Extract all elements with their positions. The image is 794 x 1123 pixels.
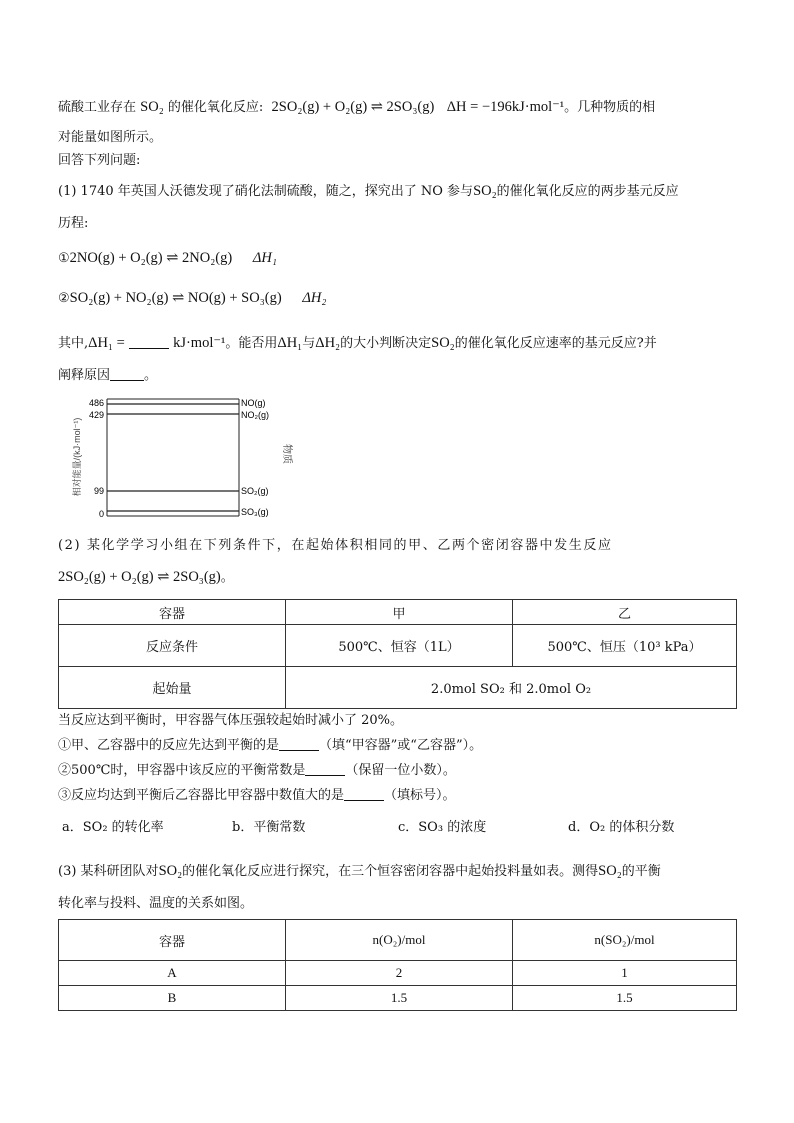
diagram-y-label: 相对能量/(kJ·mol⁻¹) [72, 417, 82, 497]
level-label: NO₂(g) [241, 410, 269, 420]
so2-formula: SO₂ [158, 863, 183, 879]
intro-text: 。几种物质的相 [564, 100, 656, 115]
reaction-2 [58, 288, 738, 309]
unit: kJ·mol⁻¹ [173, 335, 226, 351]
option-c: c．SO₃ 的浓度 [398, 820, 487, 835]
q2-text: ②500℃时，甲容器中该反应的平衡常数是 [58, 763, 306, 778]
q1-text: 与 [302, 336, 316, 351]
intro-line-3: 回答下列问题: [58, 153, 141, 168]
q1-text: 的催化氧化反应速率的基元反应?并 [454, 336, 657, 351]
answer-blank-s1[interactable] [279, 736, 319, 751]
table-row [59, 600, 737, 625]
q3-line-2: 转化率与投料、温度的关系如图。 [58, 896, 254, 911]
q3-text: 的平衡 [621, 864, 661, 879]
q2-line-2 [58, 567, 738, 588]
q1-text: 其中, [58, 336, 89, 351]
table-cell: 2.0mol SO₂ 和 2.0mol O₂ [286, 667, 737, 709]
table-row [59, 986, 737, 1011]
level-value: 99 [93, 486, 104, 496]
q1-text: 的催化氧化反应的两步基元反应 [496, 184, 679, 199]
energy-diagram [70, 396, 290, 518]
feed-table [58, 919, 737, 1011]
reaction-number: ① [58, 251, 70, 266]
table-cell: 2 [286, 961, 513, 986]
table-row [59, 920, 737, 961]
table-header: 甲 [286, 600, 513, 625]
q1-question-1 [58, 333, 738, 354]
table-cell: 1.5 [513, 986, 737, 1011]
q3-text: 的催化氧化反应进行探究，在三个恒容密闭容器中起始投料量如表。测得 [182, 864, 599, 879]
q2-sub-3 [58, 786, 738, 806]
q2-statement: 当反应达到平衡时，甲容器气体压强较起始时减小了 20%。 [58, 713, 404, 728]
level-label: SO₂(g) [241, 486, 269, 496]
q1-text: 。能否用 [225, 336, 278, 351]
reaction-enthalpy: ΔH₁ [252, 250, 277, 266]
so2-formula: SO₂ [473, 183, 497, 199]
table-row [59, 961, 737, 986]
q2-text: （保留一位小数）。 [345, 763, 456, 778]
q1-text: (1) 1740 年英国人沃德发现了硝化法制硫酸，随之，探究出了 NO 参与 [58, 184, 474, 199]
option-d: d．O₂ 的体积分数 [568, 820, 675, 835]
q2-text: ①甲、乙容器中的反应先达到平衡的是 [58, 738, 280, 753]
answer-blank-reason[interactable] [110, 366, 144, 381]
intro-text: 的催化氧化反应: [167, 100, 264, 115]
q1-line-1 [58, 181, 738, 202]
dh1-symbol: ΔH₁ = [88, 335, 125, 351]
table-cell: 反应条件 [59, 625, 286, 667]
reaction-enthalpy: ΔH₂ [302, 290, 327, 306]
table-header: 容器 [59, 600, 286, 625]
q2-text: （填“甲容器”或“乙容器”）。 [319, 738, 483, 753]
table-cell: 500℃、恒压（10³ kPa） [513, 625, 737, 667]
level-value: 0 [98, 509, 104, 519]
q2-sub-2 [58, 761, 738, 781]
q1-text: 的大小判断决定 [340, 336, 432, 351]
reaction-number: ② [58, 291, 70, 306]
table-row [59, 625, 737, 667]
main-enthalpy: ΔH = −196kJ·mol⁻¹ [446, 99, 565, 115]
q2-text: （填标号）。 [384, 788, 456, 803]
so2-formula: SO₂ [598, 863, 622, 879]
q2-text: 。 [220, 570, 234, 585]
level-label: NO(g) [241, 398, 266, 408]
intro-text: 硫酸工业存在 [58, 100, 137, 115]
table-row [59, 667, 737, 709]
level-label: SO₃(g) [241, 507, 269, 517]
q2-sub-1 [58, 736, 738, 756]
level-value: 486 [88, 398, 104, 408]
answer-blank-s3[interactable] [344, 786, 384, 801]
intro-line-2: 对能量如图所示。 [58, 130, 163, 145]
q1-text: 阐释原因 [58, 368, 111, 383]
q3-text: (3) 某科研团队对 [58, 864, 159, 879]
so2-formula: SO₂ [431, 335, 455, 351]
table-cell: 1.5 [286, 986, 513, 1011]
dh2-symbol: ΔH₂ [315, 335, 341, 351]
diagram-right-label: 物质 [281, 444, 292, 464]
so2-formula: SO₂ [140, 99, 164, 115]
reaction-1 [58, 248, 738, 269]
table-header: 乙 [513, 600, 737, 625]
table-header: n(SO₂)/mol [513, 920, 737, 961]
dh1-symbol: ΔH₁ [277, 335, 303, 351]
table-cell: 1 [513, 961, 737, 986]
option-a: a．SO₂ 的转化率 [62, 820, 164, 835]
reaction-equation: 2NO(g) + O₂(g) ⇌ 2NO₂(g) [69, 250, 233, 266]
answer-blank-dh1[interactable] [129, 334, 169, 349]
conditions-table [58, 599, 737, 709]
option-b: b．平衡常数 [232, 820, 306, 835]
answer-blank-s2[interactable] [305, 761, 345, 776]
q3-line-1 [58, 861, 738, 882]
table-cell: 500℃、恒容（1L） [286, 625, 513, 667]
main-equation: 2SO₂(g) + O₂(g) ⇌ 2SO₃(g) [271, 99, 435, 115]
q1-line-2: 历程: [58, 216, 89, 231]
table-cell: B [59, 986, 286, 1011]
reaction-equation: SO₂(g) + NO₂(g) ⇌ NO(g) + SO₃(g) [69, 290, 282, 306]
level-value: 429 [88, 410, 104, 420]
q1-question-2 [58, 366, 738, 386]
q2-line-1: (2) 某化学学习小组在下列条件下，在起始体积相同的甲、乙两个密闭容器中发生反应 [58, 538, 613, 553]
intro-line-1 [58, 97, 738, 118]
q2-text: ③反应均达到平衡后乙容器比甲容器中数值大的是 [58, 788, 345, 803]
table-cell: 起始量 [59, 667, 286, 709]
table-cell: A [59, 961, 286, 986]
table-header: 容器 [59, 920, 286, 961]
q2-equation: 2SO₂(g) + O₂(g) ⇌ 2SO₃(g) [58, 569, 221, 585]
table-header: n(O₂)/mol [286, 920, 513, 961]
q1-text: 。 [144, 368, 158, 383]
